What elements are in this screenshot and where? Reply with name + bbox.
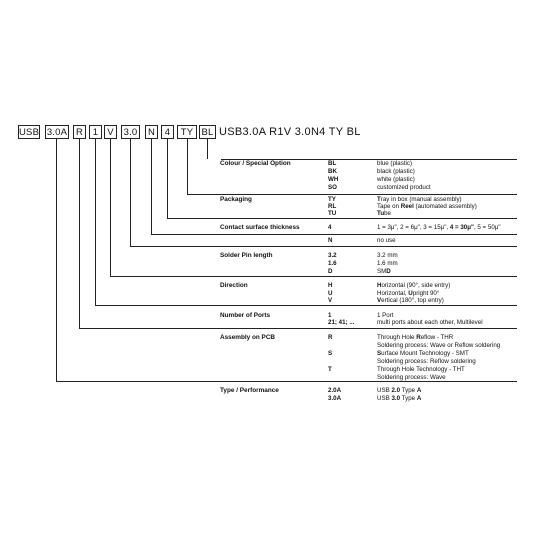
option-desc: Tray in box (manual assembly) [377, 196, 462, 203]
option-desc: Through Hole Technology - THT [377, 366, 465, 373]
option-code: WH [328, 176, 339, 183]
option-code: SO [328, 184, 337, 191]
code-box-colour: BL [199, 125, 216, 139]
option-desc: 1 Port [377, 312, 394, 319]
separator-no-use [221, 234, 517, 235]
connector-assembly [79, 139, 80, 328]
full-code-title: USB3.0A R1V 3.0N4 TY BL [219, 126, 361, 138]
option-code: T [328, 366, 332, 373]
connector-ports [95, 139, 96, 305]
connector-no-use-h [151, 234, 221, 235]
option-desc: Tape on Reel (automated assembly) [377, 203, 477, 210]
section-label-thickness: Contact surface thickness [220, 224, 300, 231]
option-desc: customized product [377, 184, 431, 191]
option-code: 1 [328, 312, 332, 319]
option-desc: black (plastic) [377, 168, 415, 175]
option-desc: 1 = 3μ", 2 = 6μ", 3 = 15μ", 4 = 30μ", 5 = 50μ" [377, 224, 501, 231]
option-code: TY [328, 196, 336, 203]
option-code: V [328, 297, 333, 304]
connector-assembly-h [79, 328, 221, 329]
option-desc: USB 3.0 Type A [377, 395, 422, 402]
option-desc: Vertical (180°, top entry) [377, 297, 444, 304]
connector-thickness-h [167, 218, 221, 219]
option-desc: Tube [377, 210, 391, 217]
option-desc: white (plastic) [377, 176, 415, 183]
code-box-ports: 1 [89, 125, 102, 139]
option-code: 1.6 [328, 260, 337, 267]
connector-pin-length [130, 139, 131, 246]
section-label-assembly: Assembly on PCB [220, 334, 276, 341]
option-desc: Through Hole Reflow - THR [377, 334, 454, 341]
connector-packaging [187, 139, 188, 194]
code-box-usb: USB [19, 127, 40, 138]
option-code: H [328, 282, 333, 289]
option-code: BK [328, 168, 337, 175]
code-box-assembly: R [73, 125, 86, 139]
code-box-no-use: N [145, 125, 158, 139]
code-box-type: 3.0A [46, 127, 68, 138]
option-note: Soldering process: Reflow soldering [377, 358, 476, 365]
connector-ports-h [95, 305, 221, 306]
code-box-packaging: TY [177, 125, 197, 139]
code-box-pin-length: 3.0 [121, 125, 140, 139]
connector-pin-length-h [130, 246, 221, 247]
separator-pin-length [221, 246, 517, 247]
option-desc: Horizontal, Upright 90° [377, 290, 440, 297]
connector-direction-h [110, 276, 221, 277]
connector-thickness [167, 139, 168, 218]
code-box-thickness: 4 [161, 125, 174, 139]
option-code: 2.0A [328, 387, 342, 394]
connector-type-h [56, 381, 221, 382]
option-code: TU [328, 210, 337, 217]
section-label-direction: Direction [220, 282, 248, 289]
connector-packaging-h [187, 194, 221, 195]
option-code: U [328, 290, 333, 297]
option-code: RL [328, 203, 337, 210]
connector-colour [207, 139, 208, 159]
separator-ports [221, 305, 517, 306]
option-code: R [328, 334, 333, 341]
option-note: Soldering process: Wave [377, 374, 446, 381]
option-desc: 1.6 mm [377, 260, 398, 267]
option-desc: multi ports about each other, Multilevel [377, 319, 483, 326]
option-desc: Surface Mount Technology - SMT [377, 350, 469, 357]
option-code: BL [328, 160, 337, 167]
option-code: N [328, 237, 333, 244]
connector-type [56, 139, 57, 381]
separator-type [221, 381, 517, 382]
section-label-packaging: Packaging [220, 196, 252, 203]
separator-thickness [221, 218, 517, 219]
code-box-direction: V [104, 125, 117, 139]
connector-no-use [151, 139, 152, 234]
option-code: 21; 41; ... [328, 319, 355, 326]
option-desc: SMD [377, 268, 391, 275]
option-desc: no use [377, 237, 396, 244]
option-desc: blue (plastic) [377, 160, 413, 167]
option-note: Soldering process: Wave or Reflow soldering [377, 342, 501, 349]
option-code: D [328, 268, 333, 275]
option-code: 4 [328, 224, 332, 231]
option-code: 3.2 [328, 252, 337, 259]
option-code: S [328, 350, 333, 357]
option-code: 3.0A [328, 395, 342, 402]
option-desc: USB 2.0 Type A [377, 387, 422, 394]
separator-packaging [221, 194, 517, 195]
section-label-ports: Number of Ports [220, 312, 271, 319]
option-desc: Horizontal (90°, side entry) [377, 282, 451, 289]
connector-direction [110, 139, 111, 276]
separator-assembly [221, 328, 517, 329]
separator-direction [221, 276, 517, 277]
section-label-colour: Colour / Special Option [220, 160, 291, 167]
section-label-type: Type / Performance [220, 387, 279, 394]
option-desc: 3.2 mm [377, 252, 398, 259]
section-label-pin-length: Solder Pin length [220, 252, 273, 259]
